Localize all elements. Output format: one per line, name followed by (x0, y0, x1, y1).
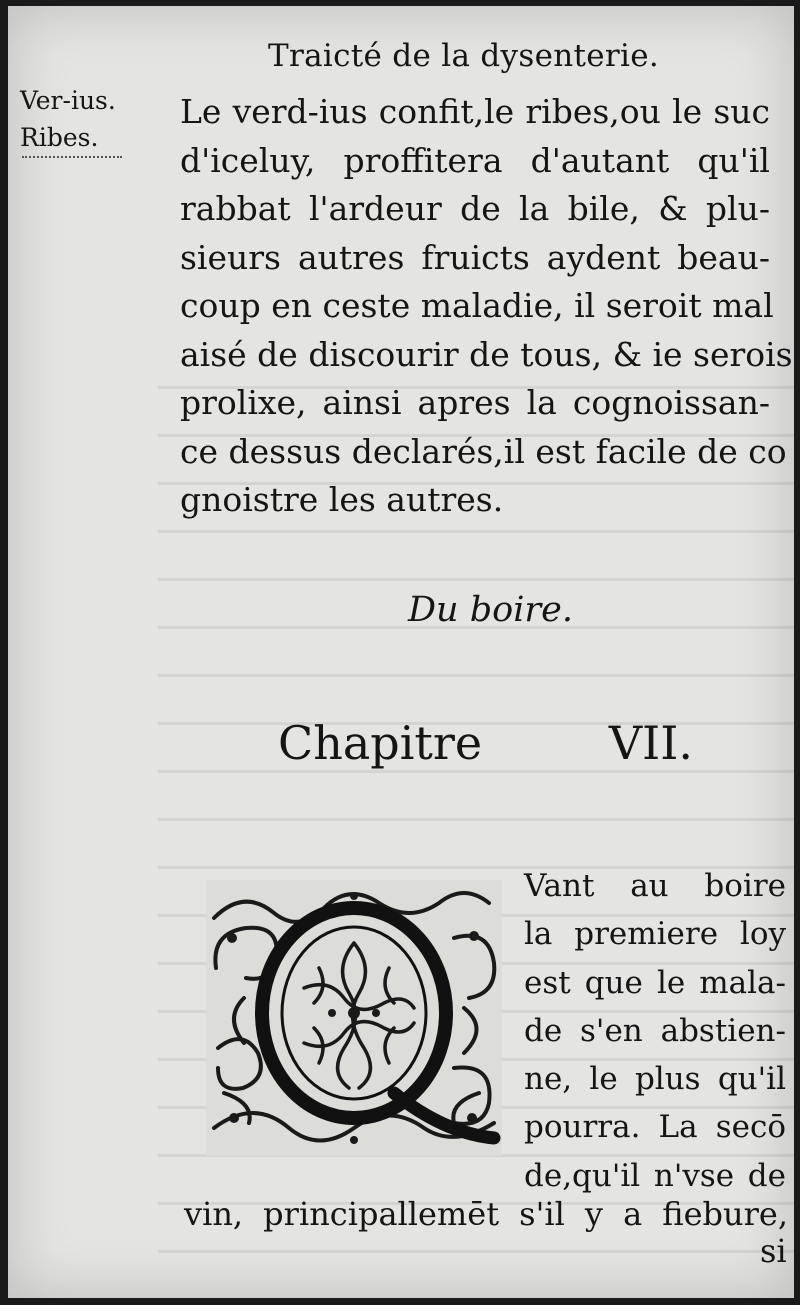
chapter-heading (278, 716, 693, 770)
ornament-icon (204, 878, 504, 1158)
text-line: vin, principallemēt s'il y a fiebure, (184, 1195, 788, 1233)
text-line: aisé de discourir de tous, & ie serois (180, 334, 793, 374)
chapter-opening (524, 862, 786, 1200)
marginal-note: Ver-ius. (20, 86, 116, 115)
text-line: la premiere loy (524, 916, 786, 953)
text-line: de,qu'il n'vse de (524, 1157, 786, 1194)
catchword: si (760, 1232, 787, 1270)
marginal-notes (20, 82, 116, 156)
decorated-initial (204, 878, 504, 1158)
text-line: pourra. La secō (524, 1109, 786, 1146)
text-line: sieurs autres fruicts aydent beau- (180, 237, 770, 277)
marginal-divider (22, 156, 122, 158)
text-line: ne, le plus qu'il (524, 1061, 786, 1098)
text-line: Le verd-ius confit,le ribes,ou le suc (180, 92, 770, 131)
marginal-note: Ribes. (20, 123, 99, 152)
text-line: de s'en abstien- (524, 1012, 786, 1049)
text-line: ce dessus declarés,il est facile de co (180, 431, 787, 471)
text-line: gnoistre les autres. (180, 480, 504, 519)
paragraph (180, 88, 793, 525)
text-line: prolixe, ainsi apres la cognoissan- (180, 383, 770, 422)
text-line: d'iceluy, proffitera d'autant qu'il (180, 140, 770, 180)
book-page (8, 6, 794, 1298)
text-line: rabbat l'ardeur de la bile, & plu- (180, 189, 770, 228)
section-title: Du boire. (408, 590, 573, 630)
chapter-numeral: VII. (608, 716, 693, 770)
running-head: Traicté de la dysenterie. (268, 38, 660, 74)
text-line: coup en ceste maladie, il seroit mal (180, 286, 774, 325)
chapter-word: Chapitre (278, 716, 483, 770)
text-line: Vant au boire (524, 868, 786, 904)
text-line: est que le mala- (524, 964, 786, 1001)
